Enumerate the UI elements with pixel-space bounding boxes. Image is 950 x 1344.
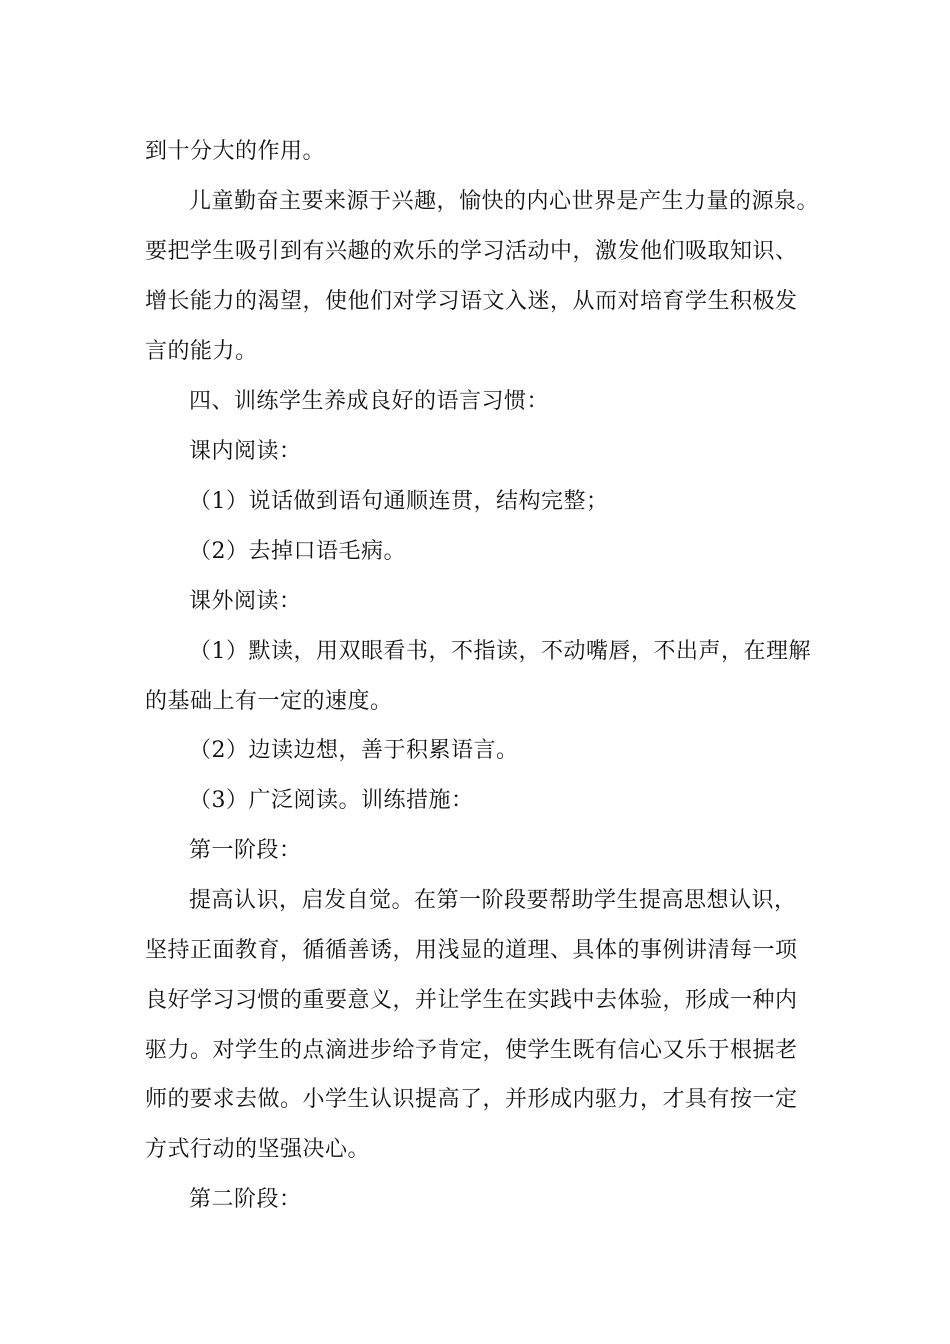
paragraph-start-line: 儿童勤奋主要来源于兴趣，愉快的内心世界是产生力量的源泉。 [189, 189, 820, 214]
paragraph-start-line: 提高认识，启发自觉。在第一阶段要帮助学生提高思想认识， [189, 888, 797, 913]
text-line: 良好学习习惯的重要意义，并让学生在实践中去体验，形成一种内 [145, 988, 798, 1013]
section-heading: 四、训练学生养成良好的语言习惯： [189, 389, 550, 414]
text-line: 师的要求去做。小学生认识提高了，并形成内驱力，才具有按一定 [145, 1087, 798, 1112]
subheading-stage-two: 第二阶段： [189, 1187, 302, 1212]
text-line: 方式行动的坚强决心。 [145, 1137, 371, 1162]
subheading-in-class-reading: 课内阅读： [189, 439, 302, 464]
text-line: 坚持正面教育，循循善诱，用浅显的道理、具体的事例讲清每一项 [145, 938, 798, 963]
list-item: （2）边读边想，善于积累语言。 [189, 738, 519, 763]
text-line: 到十分大的作用。 [145, 139, 326, 164]
text-line: 增长能力的渴望，使他们对学习语文入迷，从而对培育学生积极发 [145, 289, 798, 314]
text-line: 言的能力。 [145, 339, 258, 364]
subheading-extracurricular-reading: 课外阅读： [189, 589, 302, 614]
list-item: （1）默读，用双眼看书，不指读，不动嘴唇，不出声，在理解 [189, 639, 811, 664]
list-item: （3）广泛阅读。训练措施： [189, 788, 474, 813]
text-line: 要把学生吸引到有兴趣的欢乐的学习活动中，激发他们吸取知识、 [145, 239, 798, 264]
list-item: （2）去掉口语毛病。 [189, 539, 406, 564]
text-line: 的基础上有一定的速度。 [145, 689, 393, 714]
list-item: （1）说话做到语句通顺连贯，结构完整； [189, 489, 609, 514]
text-line: 驱力。对学生的点滴进步给予肯定，使学生既有信心又乐于根据老 [145, 1038, 798, 1063]
subheading-stage-one: 第一阶段： [189, 838, 302, 863]
